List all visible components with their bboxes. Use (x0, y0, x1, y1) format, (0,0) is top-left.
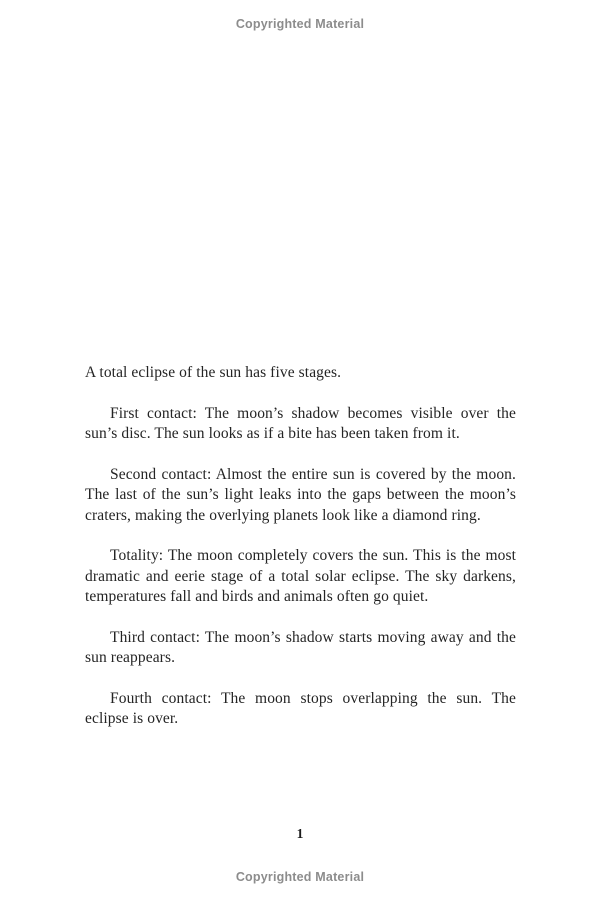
copyright-notice-bottom: Copyrighted Material (235, 870, 365, 884)
paragraph: Totality: The moon completely covers the sun. This is the most dramatic and eerie stage of a total solar eclipse. The sky darkens, temperatures fall and birds and animals often go quiet. (85, 547, 516, 605)
paragraph: Third contact: The moon’s shadow starts moving away and the sun reappears. (85, 628, 516, 666)
paragraph: Second contact: Almost the entire sun is covered by the moon. The last of the sun’s light leaks into the gaps between the moon’s craters, making the overlying planets look like a diamond ring. (85, 465, 516, 524)
paragraph: A total eclipse of the sun has five stages. (85, 364, 342, 381)
paragraph: First contact: The moon’s shadow becomes visible over the sun’s disc. The sun looks as if a bite has been taken from it. (85, 404, 516, 442)
page-number: 1 (296, 826, 304, 841)
copyright-notice-top: Copyrighted Material (235, 17, 365, 31)
paragraph: Fourth contact: The moon stops overlapping the sun. The eclipse is over. (85, 689, 516, 727)
body-text (85, 363, 516, 730)
